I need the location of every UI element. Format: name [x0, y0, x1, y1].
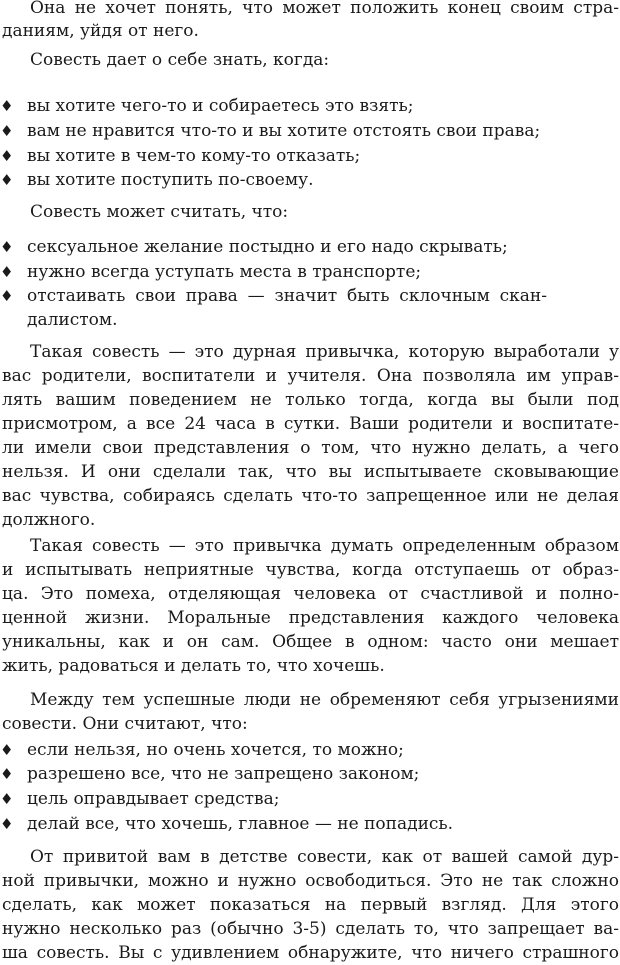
- diamond-bullet-icon: ♦: [0, 263, 14, 281]
- text-line: лять вашим поведением не только тогда, когда вы были под: [2, 390, 619, 410]
- text-line: совести. Они считают, что:: [2, 714, 248, 734]
- text-line: и испытывать неприятные чувства, когда отступаешь от образ-: [2, 560, 619, 580]
- list-item: делай все, что хочешь, главное — не попадись.: [27, 814, 454, 834]
- text-line: нельзя. И они сделали так, что вы испытываете сковывающие: [2, 462, 619, 482]
- diamond-bullet-icon: ♦: [0, 238, 14, 256]
- list-item: вы хотите поступить по-своему.: [27, 170, 314, 190]
- diamond-bullet-icon: ♦: [0, 815, 14, 833]
- list-item: отстаивать свои права — значит быть склочным скан-: [27, 286, 547, 306]
- diamond-bullet-icon: ♦: [0, 122, 14, 140]
- text-line: нужно несколько раз (обычно 3-5) сделать то, что запрещает ва-: [2, 919, 619, 939]
- text-line: Между тем успешные люди не обременяют себя угрызениями: [30, 690, 619, 710]
- list-item-continuation: далистом.: [27, 310, 118, 330]
- list-item: сексуальное желание постыдно и его надо скрывать;: [27, 237, 508, 257]
- diamond-bullet-icon: ♦: [0, 97, 14, 115]
- list-item: если нельзя, но очень хочется, то можно;: [27, 740, 404, 760]
- list-item: вы хотите чего-то и собираетесь это взять;: [27, 96, 414, 116]
- diamond-bullet-icon: ♦: [0, 765, 14, 783]
- list-item: разрешено все, что не запрещено законом;: [27, 764, 420, 784]
- diamond-bullet-icon: ♦: [0, 790, 14, 808]
- text-line: ца. Это помеха, отделяющая человека от счастливой и полно-: [2, 584, 619, 604]
- text-line: ной привычки, можно и нужно освободиться. Это не так сложно: [2, 871, 619, 891]
- list-item: вы хотите в чем-то кому-то отказать;: [27, 146, 361, 166]
- diamond-bullet-icon: ♦: [0, 147, 14, 165]
- text-line: вас родители, воспитатели и учителя. Она позволяла им управ-: [2, 366, 619, 386]
- text-line: даниям, уйдя от него.: [2, 21, 199, 41]
- text-line: От привитой вам в детстве совести, как от вашей самой дур-: [30, 847, 619, 867]
- text-line: жить, радоваться и делать то, что хочешь.: [2, 656, 385, 676]
- text-line: должного.: [2, 510, 96, 530]
- diamond-bullet-icon: ♦: [0, 287, 14, 305]
- text-line: ли имели свои представления о том, что нужно делать, а чего: [2, 438, 619, 458]
- text-line: вас чувства, собираясь сделать что-то запрещенное или не делая: [2, 486, 619, 506]
- diamond-bullet-icon: ♦: [0, 741, 14, 759]
- text-line: Совесть может считать, что:: [30, 202, 289, 222]
- diamond-bullet-icon: ♦: [0, 171, 14, 189]
- text-line: Такая совесть — это дурная привычка, которую выработали у: [30, 342, 619, 362]
- list-item: вам не нравится что-то и вы хотите отстоять свои права;: [27, 121, 541, 141]
- text-line: Совесть дает о себе знать, когда:: [30, 50, 330, 70]
- text-line: ша совесть. Вы с удивлением обнаружите, что ничего страшного: [2, 943, 619, 963]
- list-item: цель оправдывает средства;: [27, 789, 280, 809]
- text-line: уникальны, как и он сам. Общее в одном: часто они мешает: [2, 632, 619, 652]
- text-line: присмотром, а все 24 часа в сутки. Ваши родители и воспитате-: [2, 414, 619, 434]
- text-line: Такая совесть — это привычка думать определенным образом: [30, 536, 619, 556]
- text-line: сделать, как может показаться на первый взгляд. Для этого: [2, 895, 619, 915]
- list-item: нужно всегда уступать места в транспорте;: [27, 262, 422, 282]
- text-line: Она не хочет понять, что может положить конец своим стра-: [30, 0, 619, 18]
- text-line: ценной жизни. Моральные представления каждого человека: [2, 608, 619, 628]
